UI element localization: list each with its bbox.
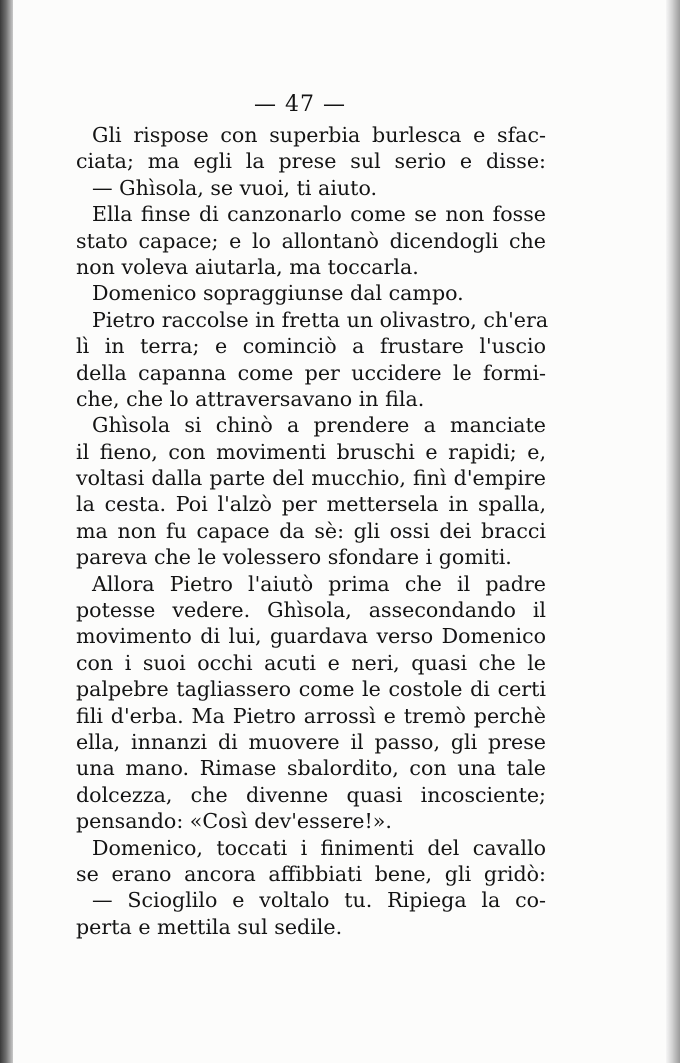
text-line: — Ghìsola, se vuoi, ti aiuto. bbox=[92, 175, 378, 200]
text-line: ciata; ma egli la prese sul serio e disse: bbox=[76, 149, 546, 174]
page-edge-shadow bbox=[666, 0, 680, 1063]
text-line: con i suoi occhi acuti e neri, quasi che le bbox=[76, 650, 546, 675]
text-line: fili d'erba. Ma Pietro arrossì e tremò perchè bbox=[76, 703, 546, 728]
text-line: perta e mettila sul sedile. bbox=[76, 914, 343, 939]
text-line: pareva che le volessero sfondare i gomiti. bbox=[76, 545, 512, 570]
text-line: stato capace; e lo allontanò dicendogli che bbox=[76, 228, 546, 253]
page-gutter-shadow bbox=[0, 0, 13, 1063]
text-line: movimento di lui, guardava verso Domenico bbox=[76, 624, 546, 649]
text-line: dolcezza, che divenne quasi incosciente; bbox=[76, 782, 546, 807]
text-line: una mano. Rimase sbalordito, con una tale bbox=[76, 756, 546, 781]
text-line: voltasi dalla parte del mucchio, finì d'empire bbox=[76, 466, 546, 491]
page-number: — 47 — bbox=[254, 92, 346, 117]
text-line: Pietro raccolse in fretta un olivastro, ch'era bbox=[92, 307, 549, 332]
text-line: potesse vedere. Ghìsola, assecondando il bbox=[76, 598, 546, 623]
text-line: Ella finse di canzonarlo come se non fosse bbox=[92, 202, 546, 227]
body-text bbox=[76, 122, 549, 940]
text-line: ella, innanzi di muovere il passo, gli prese bbox=[76, 729, 546, 754]
text-line: palpebre tagliassero come le costole di certi bbox=[76, 677, 546, 702]
text-line: Domenico, toccati i finimenti del cavallo bbox=[92, 835, 546, 860]
text-line: Domenico sopraggiunse dal campo. bbox=[92, 281, 464, 306]
text-line: — Scioglilo e voltalo tu. Ripiega la co- bbox=[92, 888, 546, 913]
text-line: che, che lo attraversavano in fila. bbox=[76, 386, 425, 411]
text-line: Allora Pietro l'aiutò prima che il padre bbox=[92, 571, 546, 596]
text-line: ma non fu capace da sè: gli ossi dei bracci bbox=[76, 518, 546, 543]
text-line: se erano ancora affibbiati bene, gli gridò: bbox=[76, 861, 546, 886]
text-line: pensando: «Così dev'essere!». bbox=[76, 809, 392, 834]
text-line: Ghìsola si chinò a prendere a manciate bbox=[92, 413, 546, 438]
text-line: della capanna come per uccidere le formi- bbox=[76, 360, 546, 385]
text-line: Gli rispose con superbia burlesca e sfac- bbox=[92, 123, 546, 147]
text-line: non voleva aiutarla, ma toccarla. bbox=[76, 254, 419, 279]
text-line: il fieno, con movimenti bruschi e rapidi; e, bbox=[76, 439, 546, 464]
text-line: lì in terra; e cominciò a frustare l'uscio bbox=[76, 334, 546, 359]
text-line: la cesta. Poi l'alzò per mettersela in spalla, bbox=[76, 492, 546, 517]
